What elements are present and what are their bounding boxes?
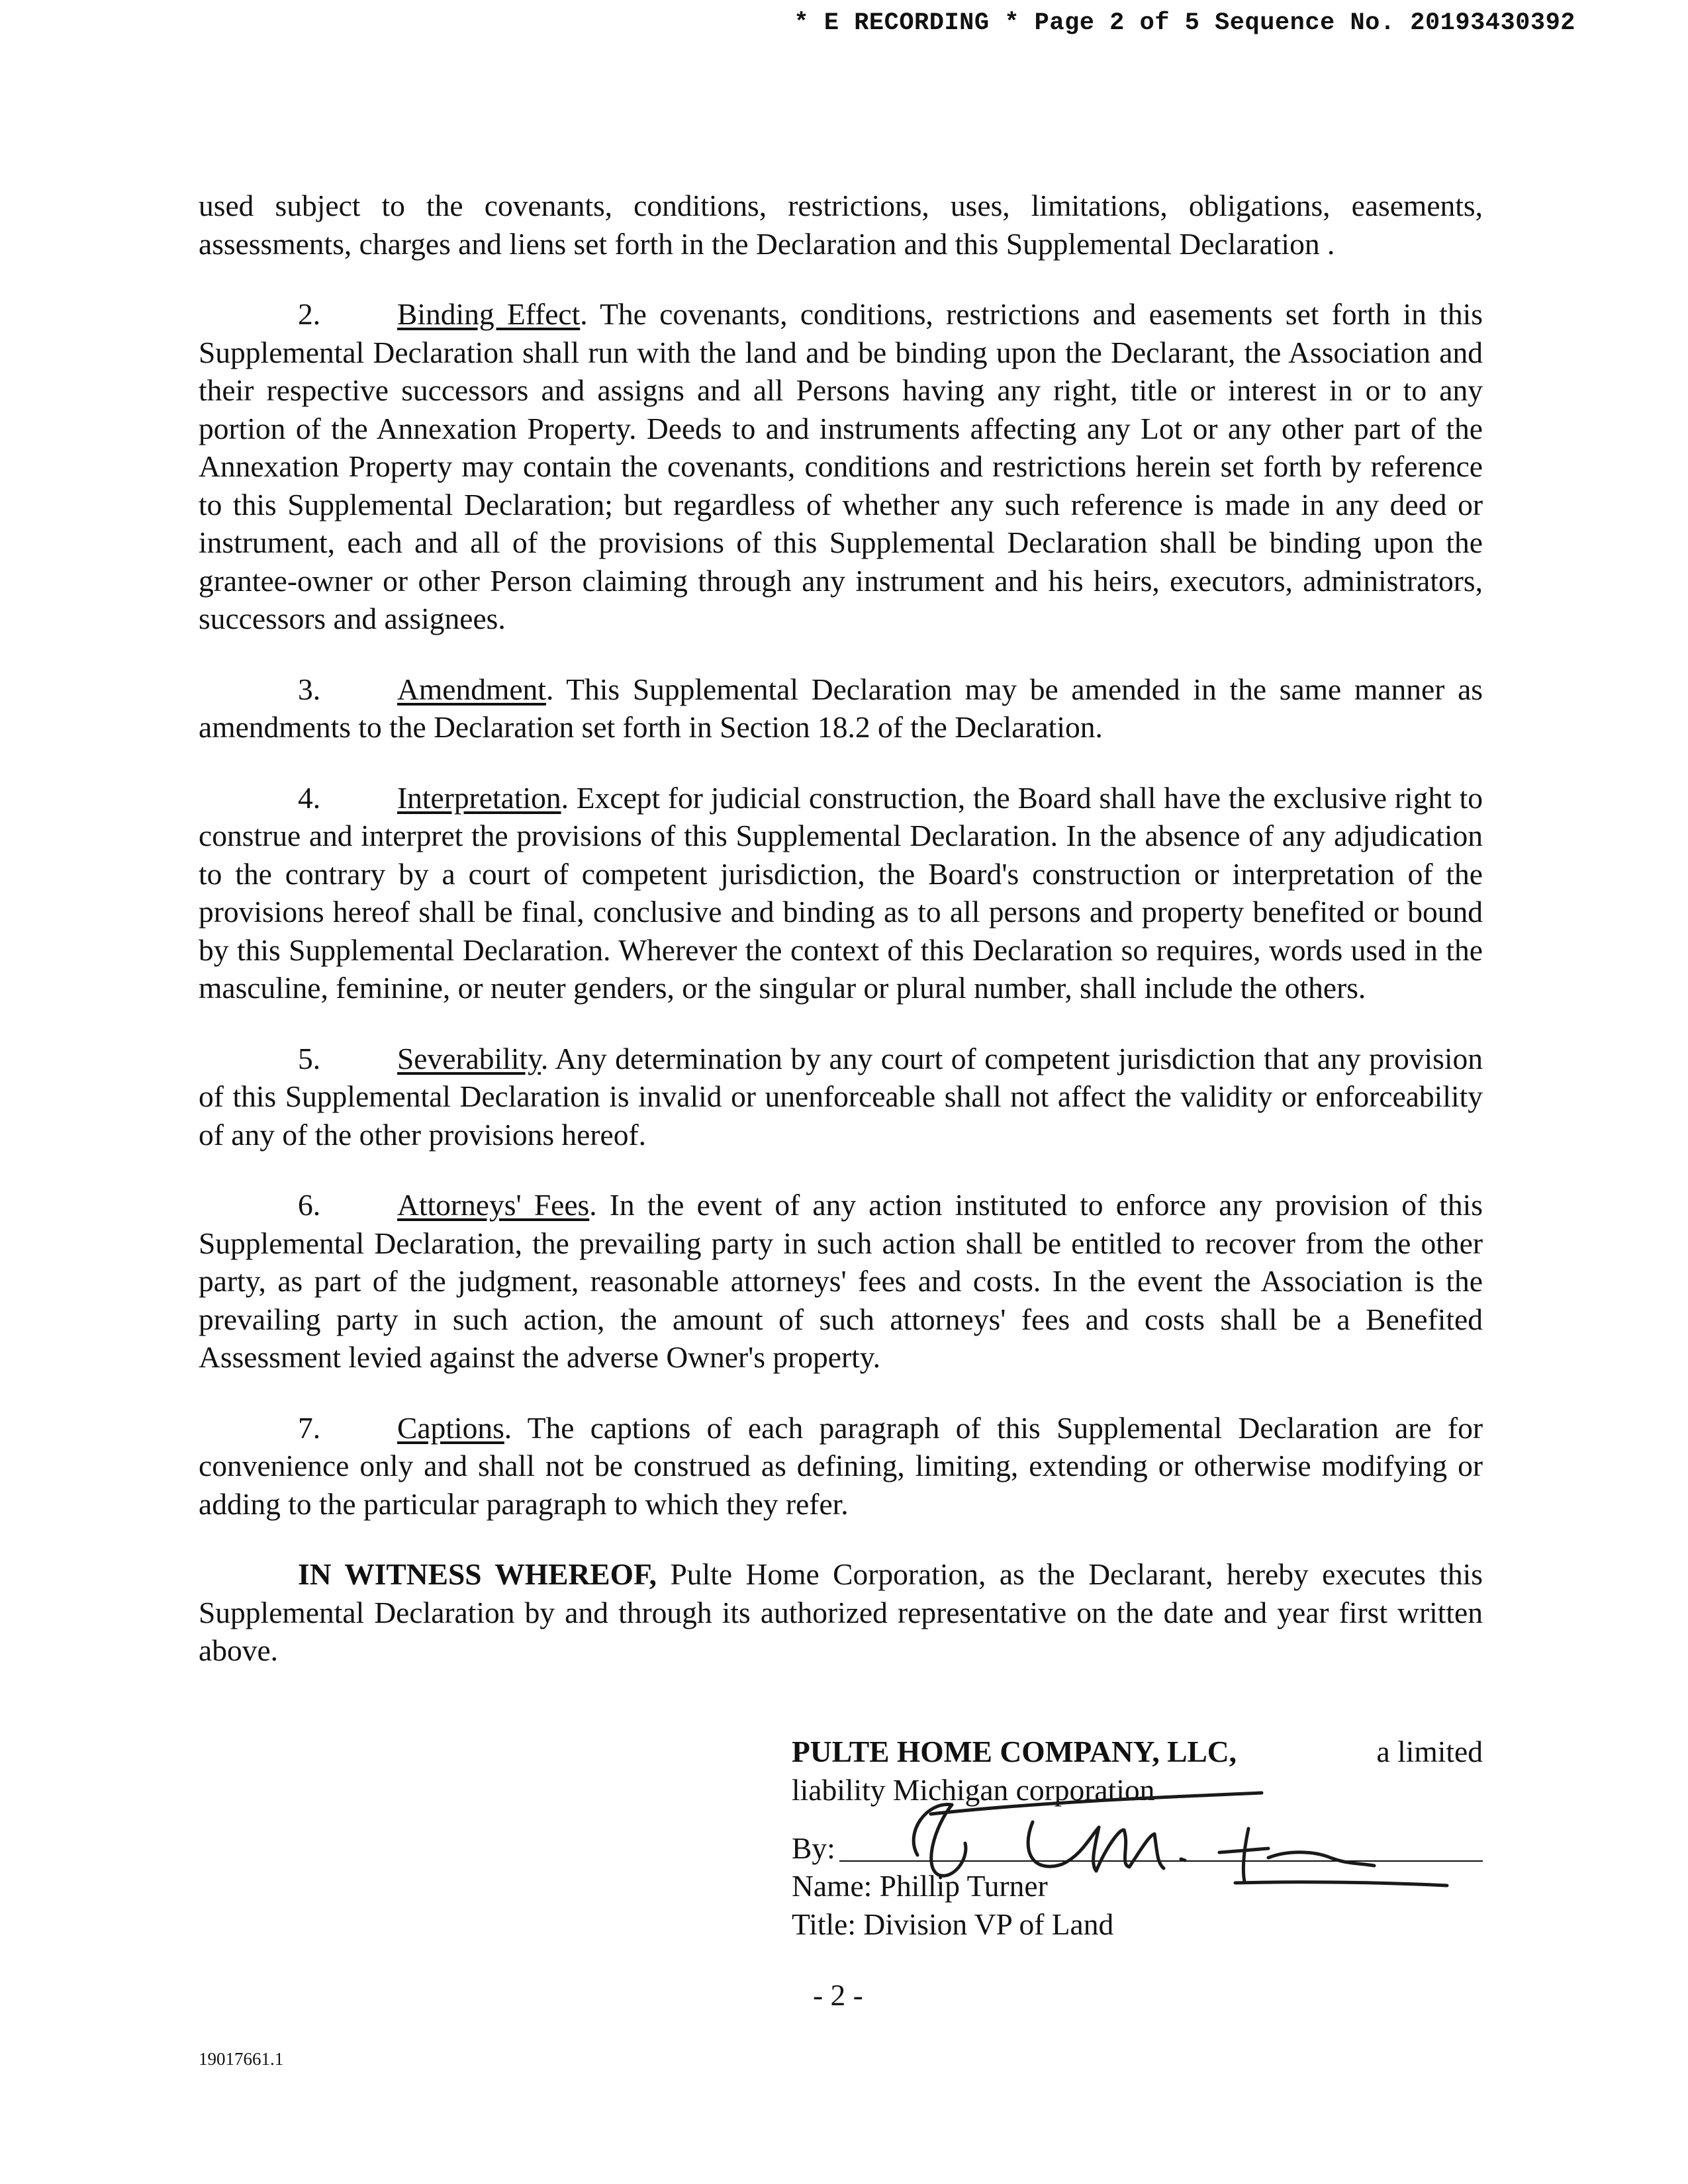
- signature-by-line: [792, 1814, 1483, 1867]
- section-text: In the event of any action instituted to enforce any provision of this Supplemental Declaration, the prevailing party in such action shall be entitled to recover from the other party, as part of the judgment, reasonable attorneys' fees and costs. In the event the Association is the prevailing party in such action, the amount of such attorneys' fees and costs shall be a Benefited Assessment levied against the adverse Owner's property.: [199, 1188, 1483, 1374]
- recording-header: * E RECORDING * Page 2 of 5 Sequence No. 20193430392: [794, 9, 1575, 37]
- intro-paragraph: used subject to the covenants, conditions, restrictions, uses, limitations, obligations, easements, assessments, charges and liens set forth in the Declaration and this Supplemental Declaration .: [199, 189, 1483, 261]
- signature-company-line-2: liability Michigan corporation: [792, 1772, 1155, 1807]
- section-number: 6.: [298, 1188, 321, 1222]
- document-id: 19017661.1: [199, 2049, 284, 2069]
- signature-company-name: PULTE HOME COMPANY, LLC,: [792, 1735, 1237, 1768]
- section-text: Except for judicial construction, the Board shall have the exclusive right to construe and interpret the provisions of this Supplemental Declaration. In the absence of any adjudication to the contrary by a court of competent jurisdiction, the Board's construction or interpretation of the provisions hereof shall be final, conclusive and binding as to all persons and property benefited or bound by this Supplemental Declaration. Wherever the context of this Declaration so requires, words used in the masculine, feminine, or neuter genders, or the singular or plural number, shall include the others.: [199, 780, 1483, 1005]
- witness-lead: IN WITNESS WHEREOF,: [298, 1557, 657, 1591]
- section-text: Any determination by any court of competent jurisdiction that any provision of this Supplemental Declaration is invalid or unenforceable shall not affect the validity or enforceability of any of the other provisions hereof.: [199, 1041, 1483, 1152]
- section-binding-effect: 2. Binding Effect. The covenants, conditions, restrictions and easements set forth in this Supplemental Declaration shall run with the land and be binding upon the Declarant, the Association and their respective successors and assigns and all Persons having any right, title or interest in or to any portion of the Annexation Property. Deeds to and instruments affecting any Lot or any other part of the Annexation Property may contain the covenants, conditions and restrictions herein set forth by reference to this Supplemental Declaration; but regardless of whether any such reference is made in any deed or instrument, each and all of the provisions of this Supplemental Declaration shall be binding upon the grantee-owner or other Person claiming through any instrument and his heirs, executors, administrators, successors and assignees.: [199, 295, 1483, 638]
- signature-company-suffix: a limited: [1376, 1735, 1483, 1768]
- witness-paragraph: [199, 1555, 1483, 1670]
- section-title: Interpretation: [397, 780, 561, 815]
- signature-block: [792, 1733, 1483, 1943]
- section-interpretation: 4. Interpretation. Except for judicial construction, the Board shall have the exclusive right to construe and interpret the provisions of this Supplemental Declaration. In the absence of any adjudication to the contrary by a court of competent jurisdiction, the Board's construction or interpretation of the provisions hereof shall be final, conclusive and binding as to all persons and property benefited or bound by this Supplemental Declaration. Wherever the context of this Declaration so requires, words used in the masculine, feminine, or neuter genders, or the singular or plural number, shall include the others.: [199, 779, 1483, 1007]
- section-title: Captions: [397, 1410, 504, 1445]
- page-number: - 2 -: [813, 1978, 863, 2012]
- section-captions: 7. Captions. The captions of each paragraph of this Supplemental Declaration are for convenience only and shall not be construed as defining, limiting, extending or otherwise modifying or adding to the particular paragraph to which they refer.: [199, 1409, 1483, 1524]
- signature-name-line: Name: Phillip Turner: [792, 1869, 1048, 1903]
- section-severability: 5. Severability. Any determination by any court of competent jurisdiction that any provision of this Supplemental Declaration is invalid or unenforceable shall not affect the validity or enforceability of any of the other provisions hereof.: [199, 1040, 1483, 1154]
- section-number: 5.: [298, 1041, 321, 1075]
- signature-company-line: [792, 1733, 1483, 1771]
- signature-by-label: By:: [792, 1831, 835, 1865]
- section-text: The captions of each paragraph of this Supplemental Declaration are for convenience only and shall not be construed as defining, limiting, extending or otherwise modifying or adding to the particular paragraph to which they refer.: [199, 1410, 1483, 1521]
- section-attorneys-fees: 6. Attorneys' Fees. In the event of any action instituted to enforce any provision of this Supplemental Declaration, the prevailing party in such action shall be entitled to recover from the other party, as part of the judgment, reasonable attorneys' fees and costs. In the event the Association is the prevailing party in such action, the amount of such attorneys' fees and costs shall be a Benefited Assessment levied against the adverse Owner's property.: [199, 1186, 1483, 1377]
- section-title: Amendment: [397, 672, 546, 706]
- section-text: The covenants, conditions, restrictions and easements set forth in this Supplemental Declaration shall run with the land and be binding upon the Declarant, the Association and their respective successors and assigns and all Persons having any right, title or interest in or to any portion of the Annexation Property. Deeds to and instruments affecting any Lot or any other part of the Annexation Property may contain the covenants, conditions and restrictions herein set forth by reference to this Supplemental Declaration; but regardless of whether any such reference is made in any deed or instrument, each and all of the provisions of this Supplemental Declaration shall be binding upon the grantee-owner or other Person claiming through any instrument and his heirs, executors, administrators, successors and assignees.: [199, 297, 1483, 635]
- section-number: 3.: [298, 672, 321, 706]
- section-amendment: 3. Amendment. This Supplemental Declaration may be amended in the same manner as amendments to the Declaration set forth in Section 18.2 of the Declaration.: [199, 670, 1483, 747]
- section-number: 4.: [298, 780, 321, 815]
- section-title: Severability: [397, 1041, 541, 1075]
- section-number: 2.: [298, 297, 321, 331]
- witness-text: Pulte Home Corporation, as the Declarant, hereby executes this Supplemental Declaration by and through its authorized representative on the date and year first written above.: [199, 1557, 1483, 1667]
- document-body: [199, 187, 1483, 1702]
- section-title: Binding Effect: [397, 297, 581, 331]
- signature-title-line: Title: Division VP of Land: [792, 1907, 1114, 1941]
- section-number: 7.: [298, 1410, 321, 1445]
- handwritten-signature: [891, 1782, 1487, 1895]
- section-text: This Supplemental Declaration may be amended in the same manner as amendments to the Declaration set forth in Section 18.2 of the Declaration.: [199, 672, 1483, 744]
- section-title: Attorneys' Fees: [397, 1188, 590, 1222]
